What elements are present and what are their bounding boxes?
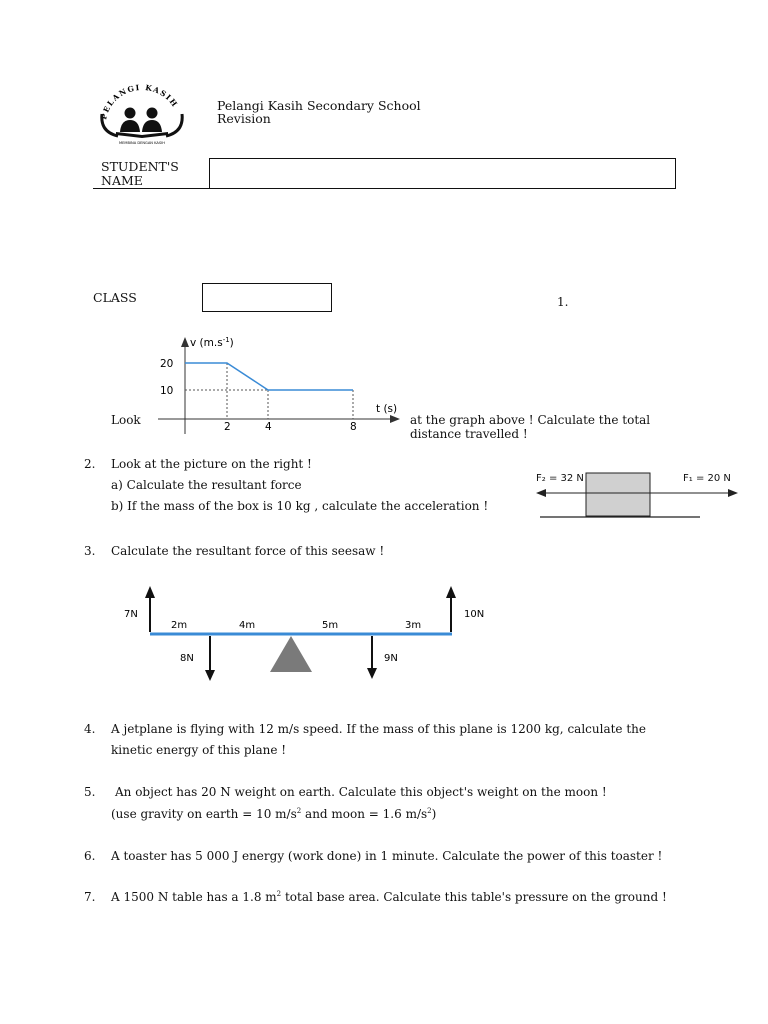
- question-3-text: Calculate the resultant force of this seesaw !: [111, 544, 385, 558]
- student-name-field[interactable]: [209, 158, 676, 189]
- question-5-line-2: (use gravity on earth = 10 $m/s^2$ and moon = 1.6 $m/s^2$): [111, 807, 437, 821]
- seesaw-distance-2m: 2m: [171, 620, 188, 631]
- question-7-text: A 1500 N table has a 1.8 $m^2$ total base area. Calculate this table's pressure on the ground !: [111, 890, 667, 904]
- class-field[interactable]: [202, 283, 332, 312]
- force-f1-label: F₁ = 20 N: [683, 473, 731, 484]
- logo-motto: MEMBINA DENGAN KASIH: [119, 141, 165, 145]
- seesaw-force-10n: 10N: [464, 609, 485, 620]
- question-2-line-2: a) Calculate the resultant force: [111, 478, 302, 492]
- question-6-number: 6.: [84, 849, 96, 863]
- seesaw-distance-4m: 4m: [239, 620, 256, 631]
- question-6-text: A toaster has 5 000 J energy (work done) in 1 minute. Calculate the power of this toaster !: [111, 849, 663, 863]
- question-3-number: 3.: [84, 544, 96, 558]
- force-f2-label: F₂ = 32 N: [536, 473, 584, 484]
- seesaw-diagram: [110, 580, 510, 685]
- question-1-text-line-2: distance travelled !: [410, 427, 528, 441]
- graph-x-tick-4: 4: [265, 421, 272, 433]
- class-label: CLASS: [93, 290, 137, 305]
- question-4-line-1: A jetplane is flying with 12 m/s speed. If the mass of this plane is 1200 kg, calculate the: [111, 722, 646, 736]
- graph-y-tick-20: 20: [160, 358, 174, 370]
- question-2-number: 2.: [84, 457, 96, 471]
- graph-x-tick-2: 2: [224, 421, 231, 433]
- graph-y-tick-10: 10: [160, 385, 174, 397]
- graph-x-tick-8: 8: [350, 421, 357, 433]
- question-2-line-1: Look at the picture on the right !: [111, 457, 312, 471]
- graph-y-axis-label: v $(m.s^{-1})$: [190, 336, 234, 349]
- seesaw-distance-5m: 5m: [322, 620, 339, 631]
- velocity-time-graph: [150, 334, 410, 438]
- seesaw-force-8n: 8N: [180, 653, 194, 664]
- question-1-number: 1.: [557, 295, 569, 309]
- student-name-underline: [93, 188, 210, 189]
- student-name-label: STUDENT'S NAME: [101, 159, 179, 188]
- question-1-look: Look: [111, 413, 141, 427]
- seesaw-force-7n: 7N: [124, 609, 138, 620]
- document-subtitle: Revision: [217, 111, 271, 126]
- seesaw-distance-3m: 3m: [405, 620, 422, 631]
- school-logo: [96, 80, 188, 146]
- question-5-number: 5.: [84, 785, 96, 799]
- question-5-line-1: An object has 20 N weight on earth. Calculate this object's weight on the moon !: [115, 785, 607, 799]
- question-4-line-2: kinetic energy of this plane !: [111, 743, 287, 757]
- question-7-number: 7.: [84, 890, 96, 904]
- question-1-text-line-1: at the graph above ! Calculate the total: [410, 413, 651, 427]
- graph-x-axis-label: t (s): [376, 403, 398, 415]
- school-name: Pelangi Kasih Secondary School: [217, 98, 421, 113]
- question-2-line-3: b) If the mass of the box is 10 kg , calculate the acceleration !: [111, 499, 489, 513]
- question-4-number: 4.: [84, 722, 96, 736]
- logo-arc-text: PELANGI KASIH: [99, 82, 180, 121]
- svg-text:PELANGI KASIH: [99, 83, 180, 120]
- seesaw-force-9n: 9N: [384, 653, 398, 664]
